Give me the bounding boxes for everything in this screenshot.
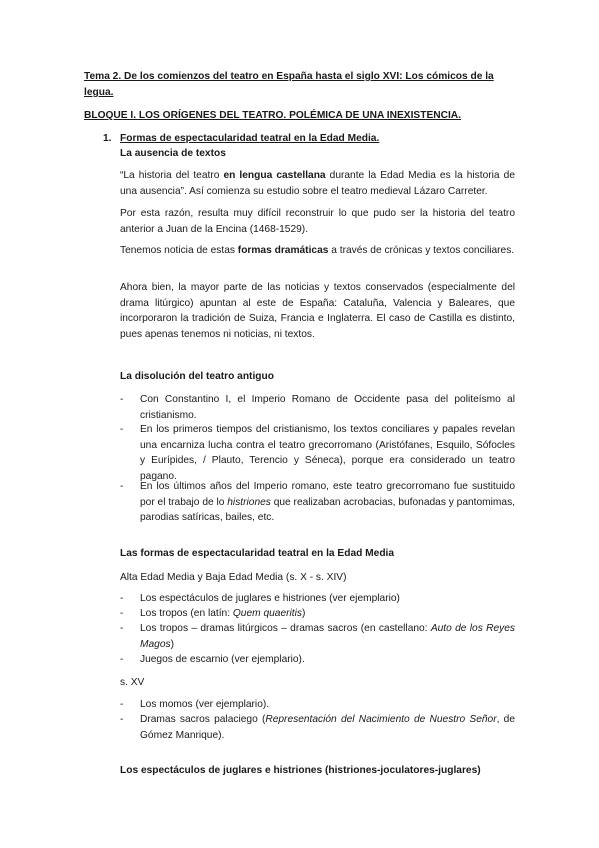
list-item: Juegos de escarnio (ver ejemplario). [140,654,305,665]
document-title-line1: Tema 2. De los comienzos del teatro en España hasta el siglo XVI: Los cómicos de la [84,71,494,82]
list-item: En los últimos años del Imperio romano, este teatro grecorromano fue sustituido por el trabajo de lo histriones que realizaban acrobacias, bufonadas y pantomimas, parodias satíricas, bailes, etc. [140,481,515,523]
block-heading: BLOQUE I. LOS ORÍGENES DEL TEATRO. POLÉMICA DE UNA INEXISTENCIA. [84,110,461,121]
list-item: Los momos (ver ejemplario). [140,699,270,710]
list-dash: - [120,481,124,492]
period-label: Alta Edad Media y Baja Edad Media (s. X - s. XIV) [120,572,347,583]
subsection-heading: Los espectáculos de juglares e histriones (histriones-joculatores-juglares) [120,765,481,776]
paragraph-1: “La historia del teatro en lengua castellana durante la Edad Media es la historia de una ausencia”. Así comienza su estudio sobre el teatro medieval Lázaro Carreter. [120,170,515,197]
list-dash: - [120,424,124,435]
section-number: 1. [103,133,112,144]
list-item: En los primeros tiempos del cristianismo, los textos conciliares y papales revelan una encarniza lucha contra el teatro grecorromano (Aristófanes, Esquilo, Sófocles y Eurípides, / Plauto, Terencio y Séneca), porque era considerado un teatro pagano. [140,424,515,482]
list-dash: - [120,654,124,665]
section-heading: Formas de espectacularidad teatral en la Edad Media. [120,133,380,144]
paragraph-3: Tenemos noticia de estas formas dramáticas a través de crónicas y textos conciliares. [120,245,515,256]
subsection-heading: La ausencia de textos [120,148,226,159]
list-dash: - [120,699,124,710]
list-dash: - [120,608,124,619]
list-dash: - [120,714,124,725]
subsection-heading: Las formas de espectacularidad teatral en la Edad Media [120,548,395,559]
list-dash: - [120,623,124,634]
list-dash: - [120,394,124,405]
document-title-line2: legua. [84,87,114,98]
list-dash: - [120,593,124,604]
paragraph-4: Ahora bien, la mayor parte de las noticias y textos conservados (especialmente del drama litúrgico) apuntan al este de España: Cataluña, Valencia y Baleares, que incorporaron la tradición de Suiza, Francia e Inglaterra. El caso de Castilla es distinto, pues apenas tenemos ni noticias, ni textos. [120,282,515,340]
list-item: Los tropos – dramas litúrgicos – dramas sacros (en castellano: Auto de los Reyes Magos) [140,623,515,650]
list-item: Dramas sacros palaciego (Representación del Nacimiento de Nuestro Señor, de Gómez Manrique). [140,714,515,741]
list-item: Los tropos (en latín: Quem quaeritis) [140,608,306,619]
period-label: s. XV [120,677,145,688]
subsection-heading: La disolución del teatro antiguo [120,371,274,382]
list-item: Con Constantino I, el Imperio Romano de Occidente pasa del politeísmo al cristianismo. [140,394,515,421]
paragraph-2: Por esta razón, resulta muy difícil reconstruir lo que pudo ser la historia del teatro anterior a Juan de la Encina (1468-1529). [120,208,515,235]
list-item: Los espectáculos de juglares e histriones (ver ejemplario) [140,593,400,604]
